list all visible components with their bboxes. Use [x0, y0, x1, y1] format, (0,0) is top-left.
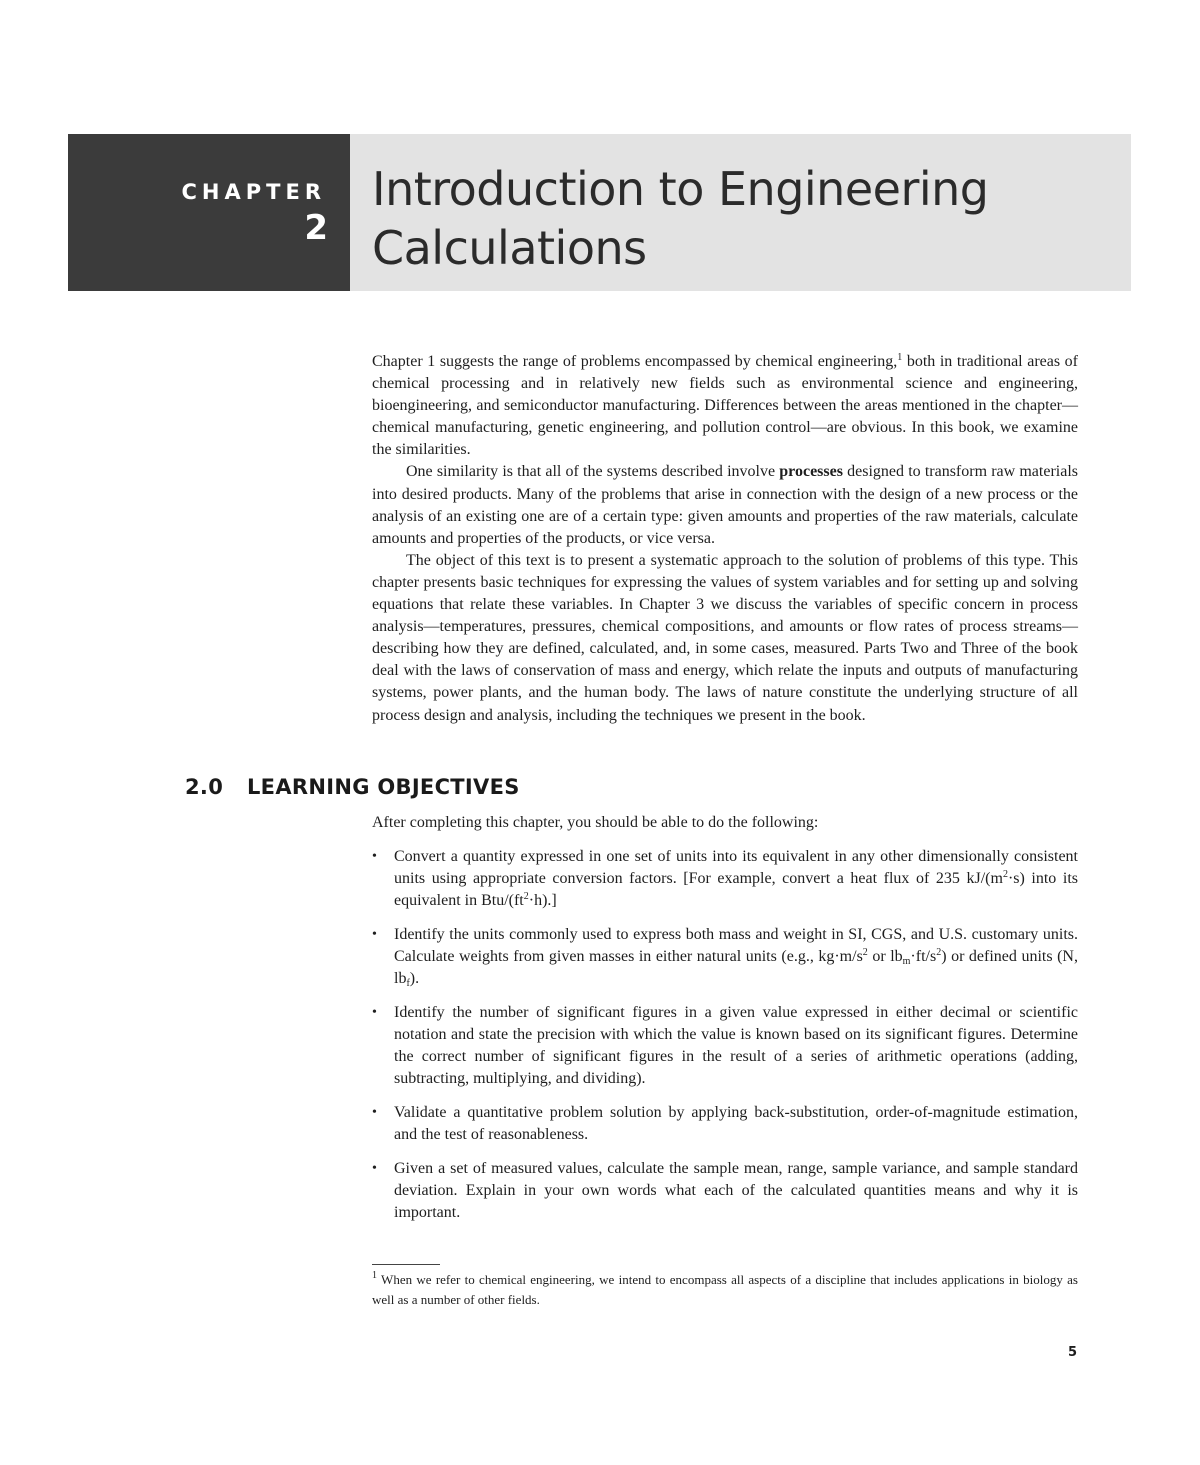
learning-objectives — [372, 812, 1078, 1236]
chapter-title-line-2: Calculations — [372, 221, 647, 275]
objective-item — [372, 1158, 1078, 1224]
superscript: 2 — [523, 891, 529, 902]
objective-2-text-b: or lb — [867, 948, 903, 965]
objective-1-text-b: ·s) into its equivalent in Btu/(ft — [394, 870, 1079, 909]
key-term: processes — [779, 463, 843, 481]
objective-item — [372, 924, 1078, 990]
section-heading — [185, 775, 520, 799]
chapter-title-box — [350, 134, 1131, 291]
objective-5-text: Given a set of measured values, calculate the sample mean, range, sample variance, and sample standard deviation. Explain in your own words what each of the calculated quantities means and why it is important. — [394, 1160, 1078, 1221]
objective-2-text-c: ·ft/s — [910, 948, 937, 965]
section-number: 2.0 — [185, 775, 224, 799]
intro-paragraph-1 — [372, 351, 1078, 461]
superscript: 2 — [936, 947, 942, 958]
objectives-intro: After completing this chapter, you should be able to do the following: — [372, 814, 819, 831]
superscript: 2 — [862, 947, 868, 958]
objective-item — [372, 1002, 1078, 1090]
chapter-number: 2 — [304, 208, 328, 248]
intro-p1-text-b: both in traditional areas of chemical processing and in relatively new fields such as environmental science and engineering, bioengineering, and semiconductor manufacturing. Differences between the areas mentioned in the chapter—chemical manufacturing, genetic engineering, and pollution control—are obvious. In this book, we examine the similarities. — [372, 353, 1078, 459]
intro-p2-text-a: One similarity is that all of the systems described involve — [406, 463, 780, 481]
objective-item — [372, 846, 1078, 912]
bullet-icon: • — [372, 927, 377, 942]
subscript: m — [902, 956, 911, 967]
chapter-title — [372, 160, 988, 278]
objective-1-text-c: ·h).] — [528, 892, 557, 909]
bullet-icon: • — [372, 849, 377, 864]
intro-p1-text-a: Chapter 1 suggests the range of problems encompassed by chemical engineering, — [372, 353, 898, 370]
intro-paragraph-2 — [372, 461, 1078, 549]
footnote-ref: 1 — [897, 352, 903, 363]
footnote — [372, 1270, 1078, 1310]
superscript: 2 — [1002, 869, 1008, 880]
intro-paragraph-3: The object of this text is to present a systematic approach to the solution of problems of this type. This chapter presents basic techniques for expressing the values of system variables and for setting up and solving equations that relate these variables. In Chapter 3 we discuss the variables of specific concern in process analysis—temperatures, pressures, chemical compositions, and amounts or flow rates of process streams—describing how they are defined, calculated, and, in some cases, measured. Parts Two and Three of the book deal with the laws of conservation of mass and energy, which relate the inputs and outputs of manufacturing systems, power plants, and the human body. The laws of nature constitute the underlying structure of all process design and analysis, including the techniques we present in the book. — [372, 551, 1078, 724]
chapter-label-box — [68, 134, 350, 291]
subscript: f — [406, 978, 410, 989]
objective-3-text: Identify the number of significant figures in a given value expressed in either decimal or scientific notation and state the precision with which the value is known based on its significant figures. Determine the correct number of significant figures in the result of a series of arithmetic operations (adding, subtracting, multiplying, and dividing). — [394, 1004, 1078, 1087]
intro-p2-text-b: designed to transform raw materials into desired products. Many of the problems that arise in connection with the design of a new process or the analysis of an existing one are of a certain type: given amounts and properties of the raw materials, calculate amounts and properties of the products, or vice versa. — [372, 463, 1079, 547]
bullet-icon: • — [372, 1105, 377, 1120]
objective-2-text-a: Identify the units commonly used to express both mass and weight in SI, CGS, and U.S. customary units. Calculate weights from given masses in either natural units (e.g., kg·m/s — [394, 926, 1078, 965]
objectives-list — [372, 846, 1078, 1224]
chapter-banner — [68, 134, 1131, 291]
bullet-icon: • — [372, 1005, 377, 1020]
objective-2-text-d: ) or defined units (N, lb — [394, 948, 1078, 987]
objective-1-text-a: Convert a quantity expressed in one set of units into its equivalent in any other dimensionally consistent units using appropriate conversion factors. [For example, convert a heat flux of 235 kJ/(m — [394, 848, 1078, 887]
chapter-title-line-1: Introduction to Engineering — [372, 162, 989, 216]
footnote-mark: 1 — [372, 1270, 377, 1281]
objective-4-text: Validate a quantitative problem solution by applying back-substitution, order-of-magnitude estimation, and the test of reasonableness. — [394, 1104, 1078, 1143]
footnote-text: When we refer to chemical engineering, we intend to encompass all aspects of a discipline that includes applications in biology as well as a number of other fields. — [372, 1272, 1078, 1307]
chapter-label: CHAPTER — [181, 180, 326, 204]
intro-text — [372, 351, 1078, 727]
section-title: LEARNING OBJECTIVES — [247, 775, 520, 799]
objective-2-text-e: ). — [409, 970, 420, 987]
page-number: 5 — [1068, 1345, 1078, 1360]
bullet-icon: • — [372, 1161, 377, 1176]
footnote-divider — [372, 1264, 440, 1265]
objective-item — [372, 1102, 1078, 1146]
